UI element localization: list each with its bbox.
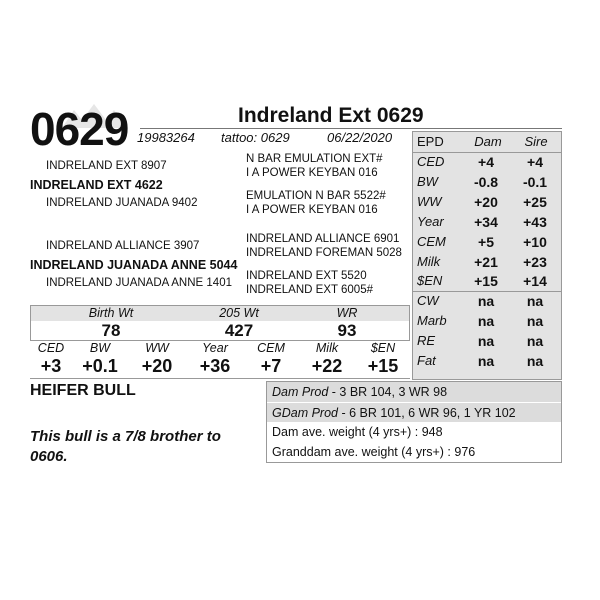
- epd-table-header: [413, 132, 561, 153]
- epd-dam-value: na: [477, 353, 495, 369]
- pedigree-dam-dam: INDRELAND JUANADA ANNE 1401: [46, 277, 232, 289]
- pedigree-ancestor: N BAR EMULATION EXT#: [246, 153, 383, 165]
- gdam-prod-row: [267, 402, 561, 422]
- epd-row-label: Year: [417, 213, 444, 229]
- tattoo: tattoo: 0629: [221, 130, 290, 145]
- epd-table: [412, 131, 562, 380]
- calf-epd-value: +3: [40, 356, 62, 376]
- pedigree-dam-sire: INDRELAND ALLIANCE 3907: [46, 240, 200, 252]
- epd-sire-value: +10: [523, 233, 547, 250]
- birth-date: 06/22/2020: [327, 130, 393, 145]
- calf-epd-label: Milk: [315, 341, 339, 355]
- calf-epd-label: CED: [37, 341, 65, 355]
- weaning-ratio-label: WR: [336, 306, 358, 320]
- epd-sire-value: +25: [523, 193, 547, 210]
- calf-epd-label: $EN: [370, 341, 396, 355]
- epd-row-label: CEM: [417, 233, 446, 249]
- calf-epd-value: +7: [260, 356, 282, 376]
- calf-epd-label: BW: [89, 341, 111, 355]
- birth-weight-label: Birth Wt: [88, 306, 134, 320]
- calf-epd-value: +0.1: [82, 356, 118, 376]
- epd-sire-value: na: [526, 353, 544, 369]
- sire-header: Sire: [524, 134, 548, 149]
- pedigree-ancestor: I A POWER KEYBAN 016: [246, 204, 378, 216]
- pedigree-ancestor: INDRELAND FOREMAN 5028: [246, 247, 402, 259]
- epd-row-label: Milk: [417, 253, 441, 269]
- pedigree-ancestor: INDRELAND EXT 6005#: [246, 284, 373, 296]
- sale-note: This bull is a 7/8 brother to 0606.: [30, 428, 221, 465]
- epd-dam-value: -0.8: [473, 173, 499, 190]
- epd-dam-value: na: [477, 333, 495, 350]
- weights-box: [30, 305, 410, 341]
- dam-production-box: [266, 381, 562, 463]
- epd-sire-value: -0.1: [522, 173, 548, 190]
- calf-epd-value: +22: [311, 356, 343, 376]
- dam-prod-value: - 3 BR 104, 3 WR 98: [328, 385, 448, 399]
- calf-epd-label: CEM: [257, 341, 285, 355]
- weaning-ratio-value: 93: [337, 321, 357, 340]
- pedigree-ancestor: EMULATION N BAR 5522#: [246, 190, 386, 202]
- epd-row-label: RE: [417, 333, 436, 349]
- epd-row-label: CED: [417, 154, 445, 169]
- calf-epd-value: +20: [141, 356, 173, 376]
- granddam-weight: Granddam ave. weight (4 yrs+) : 976: [272, 445, 476, 459]
- epd-dam-value: +21: [474, 253, 498, 270]
- weaning-weight-value: 427: [224, 321, 254, 340]
- epd-dam-value: na: [477, 293, 495, 310]
- dam-prod-label: Dam Prod: [272, 385, 329, 399]
- epd-sire-value: +14: [523, 273, 547, 290]
- category-label: HEIFER BULL: [30, 382, 136, 399]
- epd-sire-value: na: [526, 293, 544, 310]
- epd-dam-value: +15: [474, 273, 498, 290]
- epd-row-label: Marb: [417, 313, 447, 329]
- epd-row-label: CW: [417, 293, 439, 309]
- epd-sire-value: na: [526, 333, 544, 350]
- epd-header: EPD: [417, 134, 444, 149]
- epd-dam-value: +5: [478, 233, 494, 250]
- lot-number: 0629: [30, 103, 129, 155]
- epd-sire-value: na: [526, 313, 544, 330]
- dam-prod-row: [267, 382, 561, 402]
- dam-weight: Dam ave. weight (4 yrs+) : 948: [272, 425, 443, 439]
- epd-sire-value: +43: [523, 213, 547, 230]
- calf-epd-row: [30, 341, 410, 379]
- pedigree-ancestor: I A POWER KEYBAN 016: [246, 167, 378, 179]
- calf-epd-label: Year: [202, 341, 228, 355]
- title-divider: [140, 128, 562, 129]
- pedigree-sire: INDRELAND EXT 4622: [30, 178, 163, 192]
- calf-epd-label: WW: [145, 341, 169, 355]
- epd-row-label: $EN: [417, 273, 443, 289]
- dam-header: Dam: [474, 134, 502, 149]
- registration-number: 19983264: [137, 130, 195, 145]
- pedigree-sire-sire: INDRELAND EXT 8907: [46, 160, 167, 172]
- epd-dam-value: na: [477, 313, 495, 330]
- epd-sire-value: +23: [523, 253, 547, 270]
- birth-weight-value: 78: [101, 321, 121, 340]
- epd-dam-value: +20: [474, 193, 498, 210]
- pedigree-sire-dam: INDRELAND JUANADA 9402: [46, 197, 198, 209]
- pedigree-dam: INDRELAND JUANADA ANNE 5044: [30, 258, 238, 272]
- epd-row-label: WW: [417, 193, 442, 209]
- weaning-weight-label: 205 Wt: [219, 306, 259, 320]
- epd-row-label: Fat: [417, 353, 436, 368]
- epd-dam-value: +34: [474, 213, 498, 230]
- gdam-prod-label: GDam Prod: [272, 406, 338, 420]
- calf-epd-value: +15: [367, 356, 399, 376]
- epd-dam-value: +4: [478, 154, 494, 170]
- calf-epd-value: +36: [199, 356, 231, 376]
- epd-row-label: BW: [417, 173, 438, 189]
- gdam-prod-value: - 6 BR 101, 6 WR 96, 1 YR 102: [338, 406, 516, 420]
- pedigree-ancestor: INDRELAND ALLIANCE 6901: [246, 233, 400, 245]
- animal-name: Indreland Ext 0629: [238, 104, 424, 127]
- pedigree-ancestor: INDRELAND EXT 5520: [246, 270, 367, 282]
- epd-sire-value: +4: [527, 154, 543, 170]
